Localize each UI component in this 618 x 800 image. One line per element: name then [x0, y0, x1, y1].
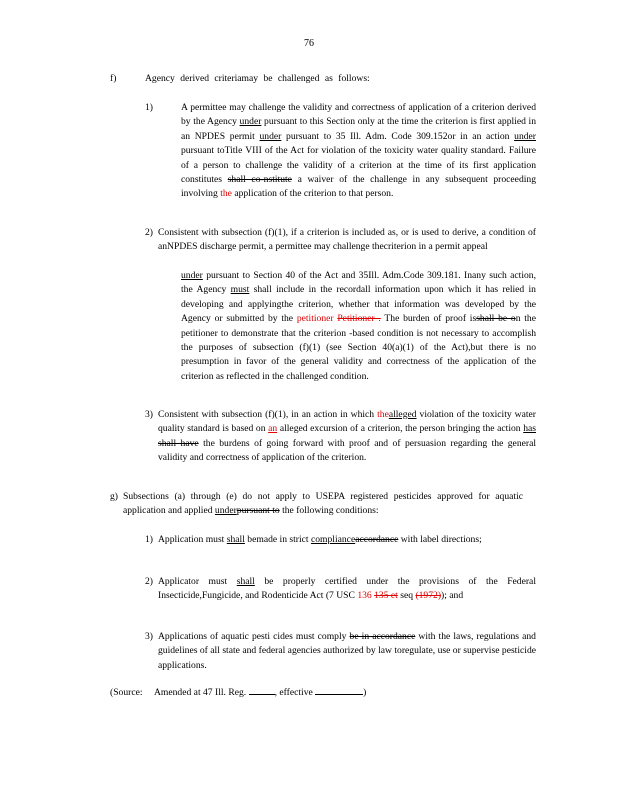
deleted-text: pursuant to	[236, 505, 280, 517]
red-inserted-text: petitioner	[296, 313, 334, 325]
item-f3-number: 3)	[145, 409, 153, 420]
section-g-paragraph: Subsections (a) through (e) do not apply to USEPA registered pesticides approved for aquatic application and applied underpursuant to the following conditions:	[123, 491, 523, 517]
inserted-text: shall	[236, 576, 255, 587]
blank-line	[315, 685, 363, 695]
inserted-text: under	[214, 505, 237, 517]
item-g2-number: 2)	[145, 576, 153, 587]
source-note: (Source: Amended at 47 Ill. Reg. , effective )	[110, 687, 367, 698]
red-inserted-text: the	[220, 188, 232, 200]
item-g3-paragraph: Applications of aquatic pesti cides must comply be in accordance with the laws, regulations and guidelines of all state and federal agencies authorized by law toregulate, use or supervise pesticide applications.	[158, 631, 536, 671]
red-inserted-text: 136	[357, 590, 372, 602]
page-number: 76	[304, 38, 314, 49]
inserted-text: under	[514, 130, 536, 142]
item-g3-number: 3)	[145, 631, 153, 642]
deleted-text: shall be o	[476, 313, 516, 325]
inserted-text: alleged	[388, 409, 417, 420]
deleted-text: accordance	[355, 534, 399, 545]
inserted-text: under	[259, 130, 282, 142]
section-g-label: g)	[110, 491, 118, 502]
inserted-text: shall	[226, 534, 245, 545]
red-inserted-text: an	[268, 423, 278, 435]
deleted-text: be in accordance	[349, 631, 416, 642]
item-f3-paragraph: Consistent with subsection (f)(1), in an action in which thealleged violation of the toxicity water quality standard is based on an alleged excursion of a criterion, the person bringing the action has shall have the burdens of going forward with proof and of persuasion regarding the general validity and correctness of application of the criterion.	[158, 409, 537, 464]
item-g2-paragraph: Applicator must shall be properly certified under the provisions of the Federal Insecticide,Fungicide, and Rodenticide Act (7 USC 136 135 et seq (1972)); and	[158, 576, 536, 602]
blank-line	[249, 685, 275, 695]
red-deleted-text: (1972)	[415, 590, 442, 602]
section-f-heading: Agency derived criteriamay be challenged as follows:	[145, 73, 370, 84]
item-f2-first-part: Consistent with subsection (f)(1), if a criterion is included as, or is used to derive, a condition of anNPDES discharge permit, a permittee may challenge thecriterion in a permit appeal	[158, 227, 536, 253]
section-f-label: f)	[110, 73, 117, 84]
red-deleted-text: 135 et	[374, 590, 398, 602]
item-g1-paragraph: Application must shall bemade in strict complianceaccordance with label directions;	[158, 534, 482, 545]
red-inserted-text: the	[377, 409, 389, 420]
item-f1-paragraph: A permittee may challenge the validity and correctness of application of a criterion derived by the Agency under pursuant to this Section only at the time the criterion is first applied in an NPDES permit under pursuant to 35 Ill. Adm. Code 309.152or in an action under pursuant toTitle VIII of the Act for violation of the toxicity water quality standard. Failure of a person to challenge the validity of a criterion at the time of its first application constitutes shall co-nstitute a waiver of the challenge in any subsequent proceeding involving the application of the criterion to that person.	[181, 102, 536, 200]
deleted-text: shall co-nstitute	[227, 174, 292, 186]
inserted-text: compliance	[310, 534, 356, 545]
inserted-text: must	[230, 284, 250, 296]
item-g1-number: 1)	[145, 534, 153, 545]
inserted-text: under	[181, 270, 203, 281]
inserted-text: has	[523, 423, 537, 435]
item-f1-number: 1)	[145, 102, 153, 113]
inserted-text: under	[239, 116, 262, 128]
item-f2-paragraph: under pursuant to Section 40 of the Act and 35Ill. Adm.Code 309.181. Inany such action, the Agency must shall include in the recordall information upon which it has relied in developing and applyingthe criterion, whether that information was developed by the Agency or submitted by the petitioner Petitioner . The burden of proof isshall be on the petitioner to demonstrate that the criterion -based condition is not necessary to accomplish the purposes of subsection (f)(1) (see Section 40(a)(1) of the Act),but there is no presumption in favor of the general validity and correctness of the application of the criterion as reflected in the challenged condition.	[181, 270, 536, 382]
deleted-text: shall have	[158, 437, 199, 449]
item-f2-number: 2)	[145, 227, 153, 238]
red-deleted-text: Petitioner .	[337, 313, 381, 325]
